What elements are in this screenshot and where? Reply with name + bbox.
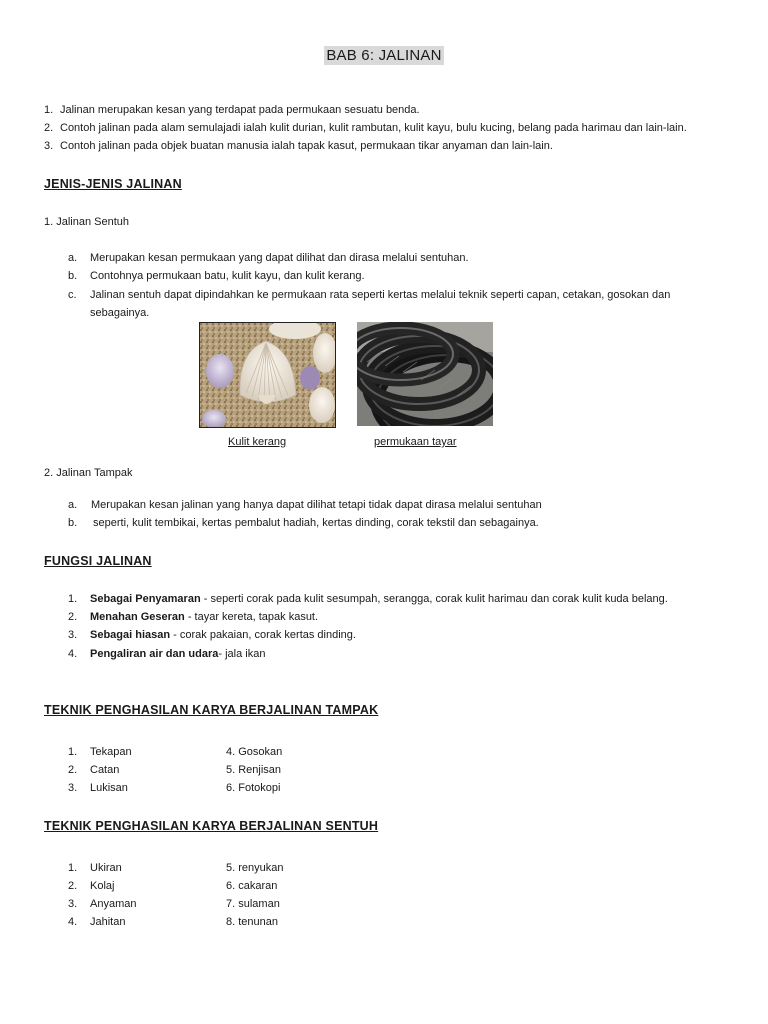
image-caption: Kulit kerang: [228, 436, 287, 448]
tyre-photo: [357, 322, 493, 426]
document-page: BAB 6: JALINAN 1. Jalinan merupakan kesan yang terdapat pada permukaan sesuatu benda. 2. Contoh jalinan pada alam semulajadi ialah kulit durian, kulit rambutan, kulit kayu, bulu kucing, belang pada harimau dan lain-lain. 3. Contoh jalinan pada objek buatan manusia ialah tapak kasut, permukaan tikar anyaman dan lain-lain. JENIS-JENIS JALINAN 1. Jalinan Sentuh a. Merupakan kesan permukaan yang dapat dilihat dan dirasa melalui sentuhan. b. Contohnya permukaan batu, kulit kayu, dan kulit kerang. c. Jalinan sentuh dapat dipindahkan ke permukaan rata seperti kertas melalui teknik seperti capan, cetakan, gosokan dan sebagainya. Kulit kerang permukaan tayar 2. Jalinan Tampak a. Merupakan kesan jalinan yang hanya dapat dilihat tetapi tidak dapat dirasa melalui sentuhan b. seperti, kulit tembikai, kertas pembalut hadiah, kertas dinding, corak tekstil dan sebagainya. FUNGSI JALINAN 1. Sebagai Penyamaran - seperti corak pada kulit sesumpah, serangga, corak kulit harimau dan corak kulit kuda belang. 2. Menahan Geseran - tayar kereta, tapak kasut. 3. Sebagai hiasan - corak pakaian, corak kertas dinding. 4. Pengaliran air dan udara- jala ikan TEKNIK PENGHASILAN KARYA BERJALINAN TAMPAK 1. Tekapan 2. Catan 3. Lukisan 4. Gosokan 5. Renjisan 6. Fotokopi TEKNIK PENGHASILAN KARYA BERJALINAN SENTUH 1. Ukiran 2. Kolaj 3. Anyaman 4. Jahitan 5. renyukan 6. cakaran 7. sulaman 8. tenunan: [0, 0, 768, 1024]
image-caption: permukaan tayar: [374, 436, 457, 448]
section-heading-sentuh: TEKNIK PENGHASILAN KARYA BERJALINAN SENTUH: [44, 819, 379, 833]
shell-image: [200, 323, 335, 427]
list-item: 8. tenunan: [226, 916, 278, 928]
section-heading-jenis: JENIS-JENIS JALINAN: [44, 177, 182, 191]
list-item: 6. Fotokopi: [226, 782, 281, 794]
subsection-label: 1. Jalinan Sentuh: [44, 216, 130, 228]
section-heading-fungsi: FUNGSI JALINAN: [44, 554, 152, 568]
list-item: 4. Gosokan: [226, 746, 283, 758]
shell-photo: [199, 322, 336, 428]
list-item: 7. sulaman: [226, 898, 280, 910]
subsection-label: 2. Jalinan Tampak: [44, 467, 133, 479]
list-item: 5. Renjisan: [226, 764, 282, 776]
tyre-image: [357, 322, 493, 426]
section-heading-tampak: TEKNIK PENGHASILAN KARYA BERJALINAN TAMPAK: [44, 703, 379, 717]
page-title: BAB 6: JALINAN: [326, 47, 442, 64]
list-item-continuation: sebagainya.: [90, 307, 150, 319]
list-item: 5. renyukan: [226, 862, 284, 874]
list-item: 6. cakaran: [226, 880, 278, 892]
